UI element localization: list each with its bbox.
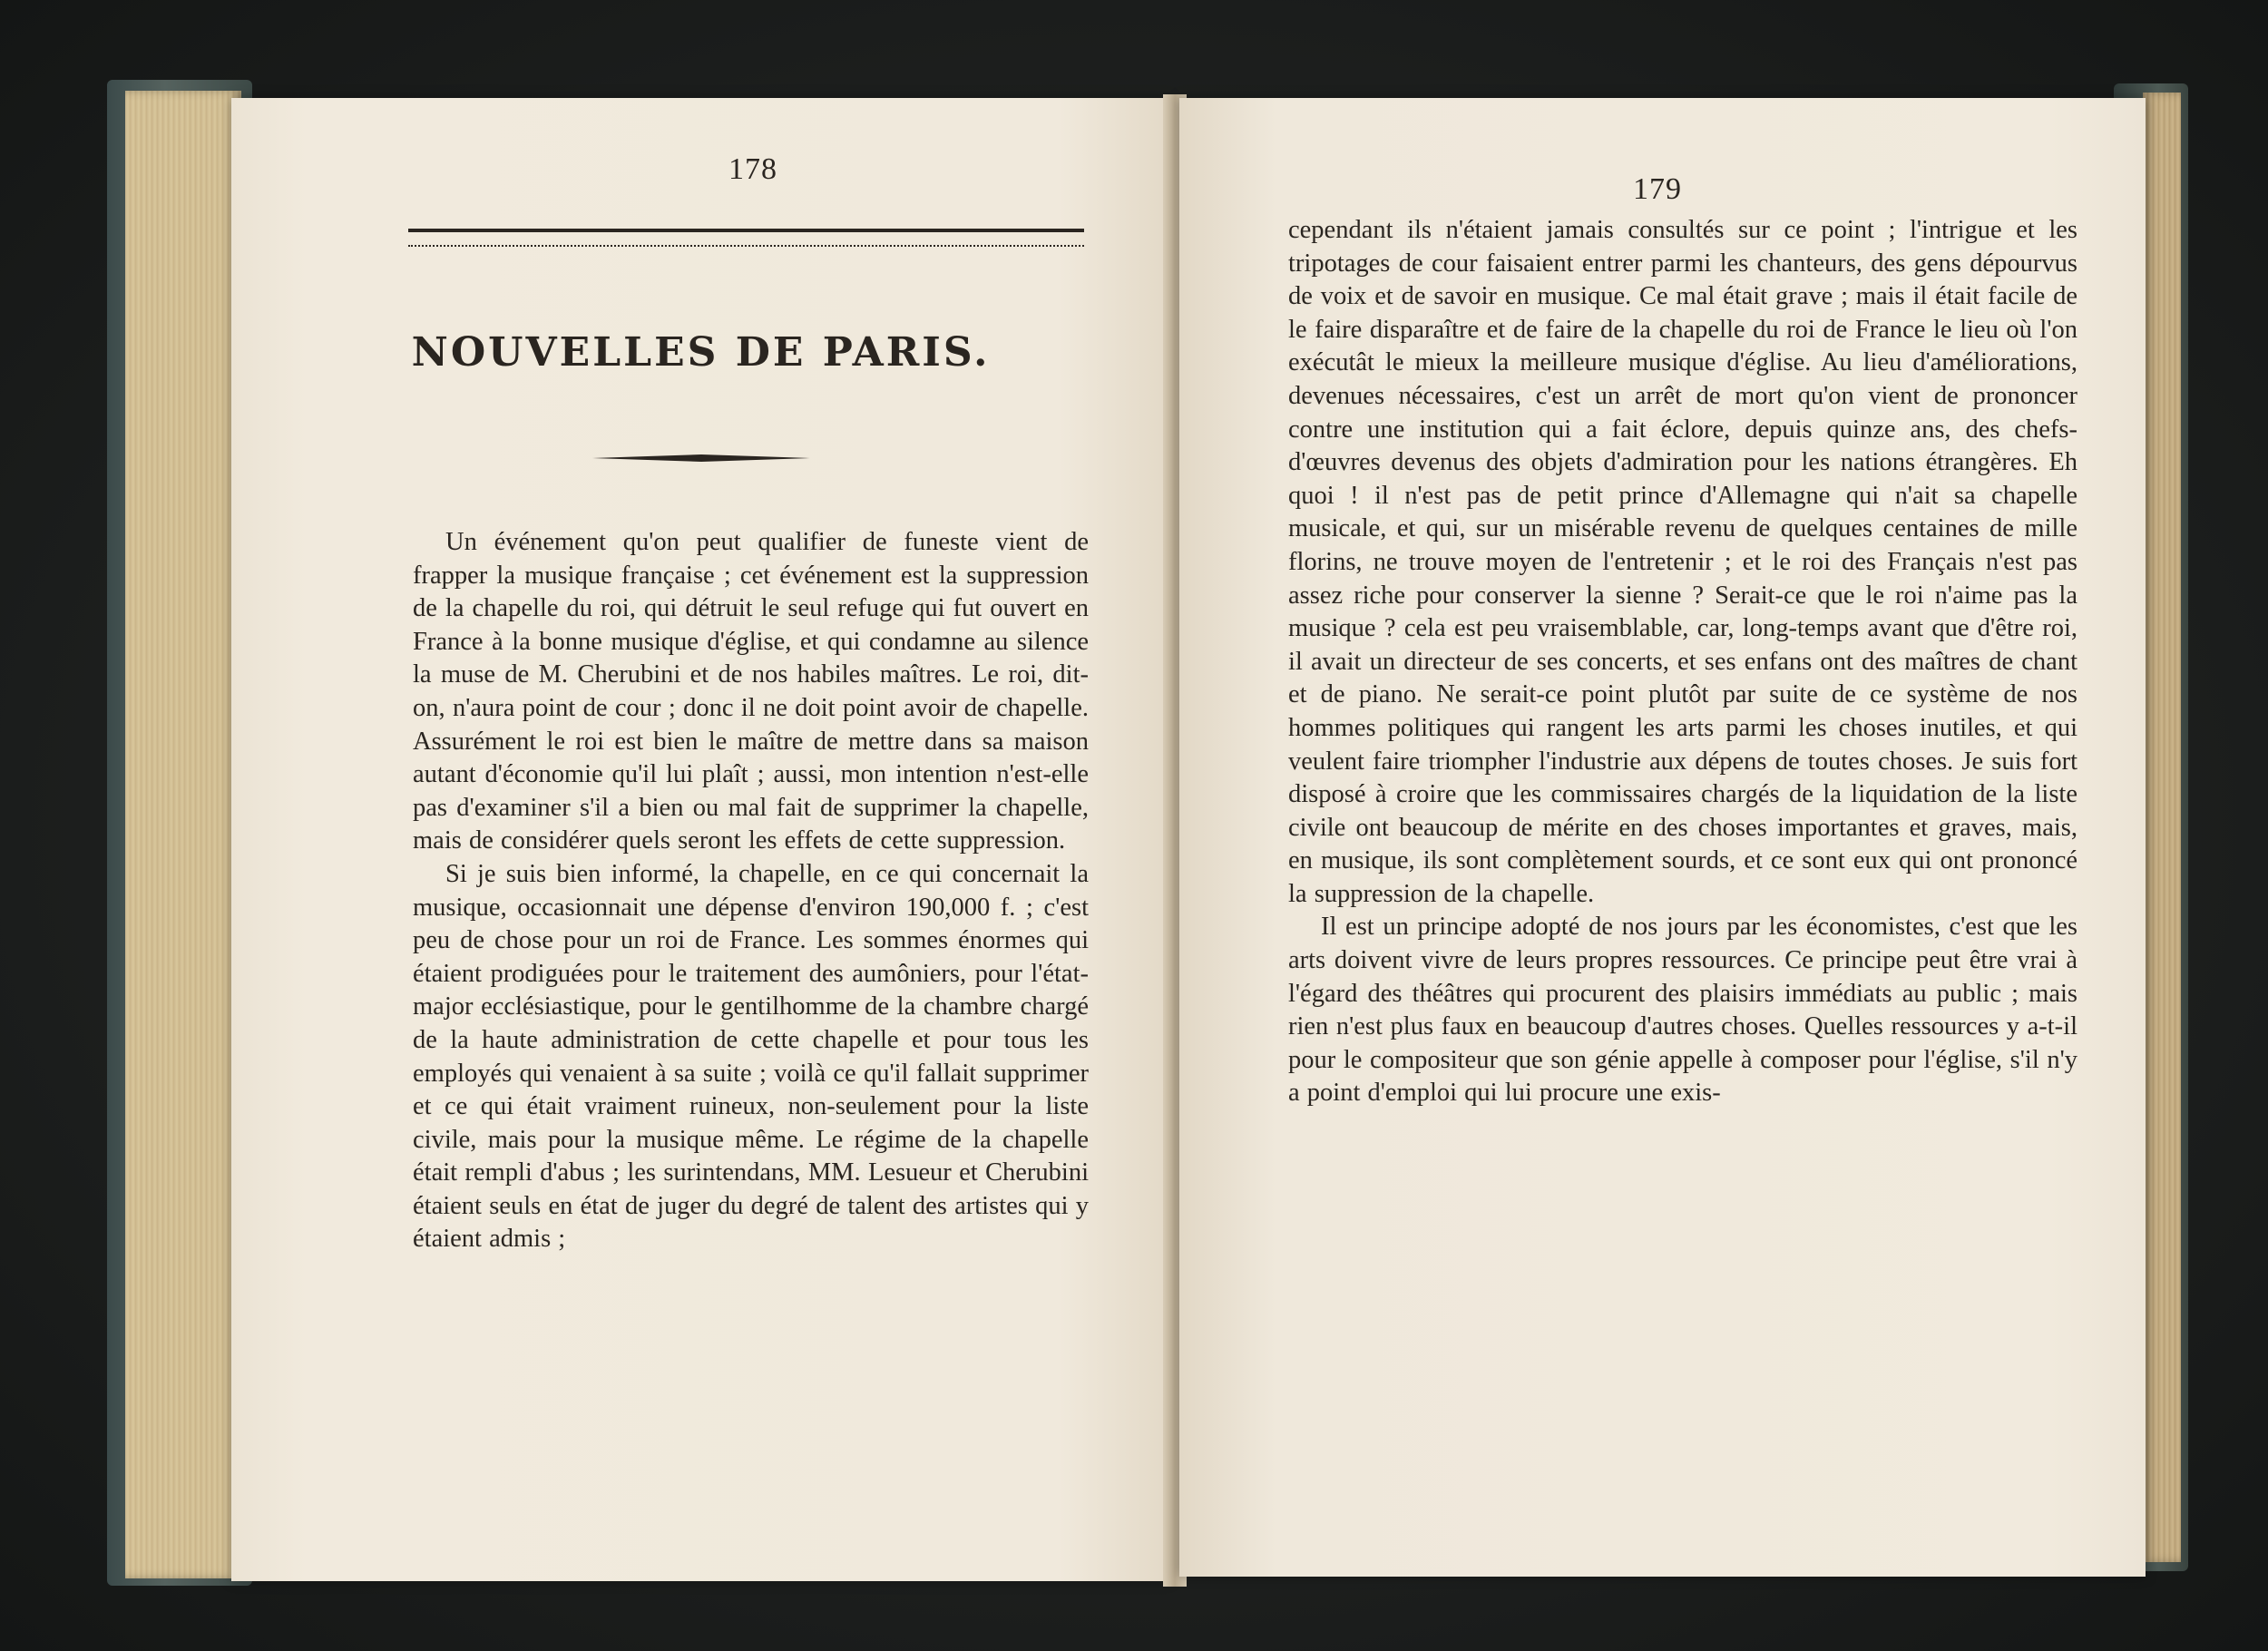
page-number-left: 178 [728,152,777,186]
paragraph: Un événement qu'on peut qualifier de funeste vient de frapper la musique française ; cet événement est la suppression de la chapelle du roi, qui détruit le seul refuge qui fut ouvert en France à la bonne musique d'église, et qui condamne au silence la muse de M. Cherubini et de nos habiles maîtres. Le roi, dit-on, n'aura point de cour ; donc il ne doit point avoir de chapelle. Assurément le roi est bien le maître de mettre dans sa maison autant d'économie qu'il lui plaît ; aussi, mon intention n'est-elle pas d'examiner s'il a bien ou mal fait de supprimer la chapelle, mais de considérer quels seront les effets de cette suppression. [413,528,1089,855]
right-page-edges [2143,93,2181,1562]
left-page-edges [125,91,241,1578]
section-title: NOUVELLES DE PARIS. [411,329,991,376]
right-body-text [1288,214,2077,1110]
header-rule [408,229,1084,247]
paragraph: cependant ils n'étaient jamais consultés sur ce point ; l'intrigue et les tripotages de cour faisaient entrer parmi les chanteurs, des gens dépourvus de voix et de savoir en musique. Ce mal était grave ; mais il était facile de le faire disparaître et de faire de la chapelle du roi de France le lieu où l'on exécutât le mieux la meilleure musique d'église. Au lieu d'améliorations, devenues nécessaires, c'est un arrêt de mort qu'on vient de prononcer contre une institution qui a fait éclore, depuis quinze ans, des chefs-d'œuvres devenus des objets d'admiration pour les nations étrangères. Eh quoi ! il n'est pas de petit prince d'Allemagne qui n'ait sa chapelle musicale, et qui, sur un misérable revenu de quelques centaines de mille florins, ne trouve moyen de l'entretenir ; et le roi des Français n'est pas assez riche pour conserver la sienne ? Serait-ce que le roi n'aime pas la musique ? cela est peu vraisemblable, car, long-temps avant que d'être roi, il avait un directeur de ses concerts, et ses enfans ont des maîtres de chant et de piano. Ne serait-ce point plutôt par suite de ce système de nos hommes politiques qui rangent les arts parmi les choses inutiles, et qui veulent faire triompher l'industrie aux dépens de toutes choses. Je suis fort disposé à croire que les commissaires chargés de la liquidation de la liste civile ont beaucoup de mérite en des choses importantes et graves, mais, en musique, ils sont complètement sourds, et ce sont eux qui ont prononcé la suppression de la chapelle. [1288,216,2077,908]
ornament-rule-icon [592,452,810,464]
page-number-right: 179 [1633,172,1682,206]
paragraph: Si je suis bien informé, la chapelle, en ce qui concernait la musique, occasionnait une dépense d'environ 190,000 f. ; c'est peu de chose pour un roi de France. Les sommes énormes qui étaient prodiguées pour le traitement des aumôniers, pour l'état-major ecclésiastique, pour le gentilhomme de la chambre chargé de la haute administration de cette chapelle et pour tous les employés qui venaient à sa suite ; voilà ce qu'il fallait supprimer et ce qui était vraiment ruineux, non-seulement pour la liste civile, mais pour la musique même. Le régime de la chapelle était rempli d'abus ; les surintendans, MM. Lesueur et Cherubini étaient seuls en état de juger du degré de talent des artistes qui y étaient admis ; [413,859,1089,1254]
right-page [1179,98,2146,1577]
ornament-rule [231,452,1170,464]
paragraph: Il est un principe adopté de nos jours par les économistes, c'est que les arts doivent vivre de leurs propres ressources. Ce principe peut être vrai à l'égard des théâtres qui procurent des plaisirs immédiats au public ; mais rien n'est plus faux en beaucoup d'autres choses. Quelles ressources y a-t-il pour le compositeur que son génie appelle à composer pour l'église, s'il n'y a point d'emploi qui lui procure une exis- [1288,913,2077,1108]
left-page [231,98,1170,1581]
left-body-text [413,526,1089,1256]
